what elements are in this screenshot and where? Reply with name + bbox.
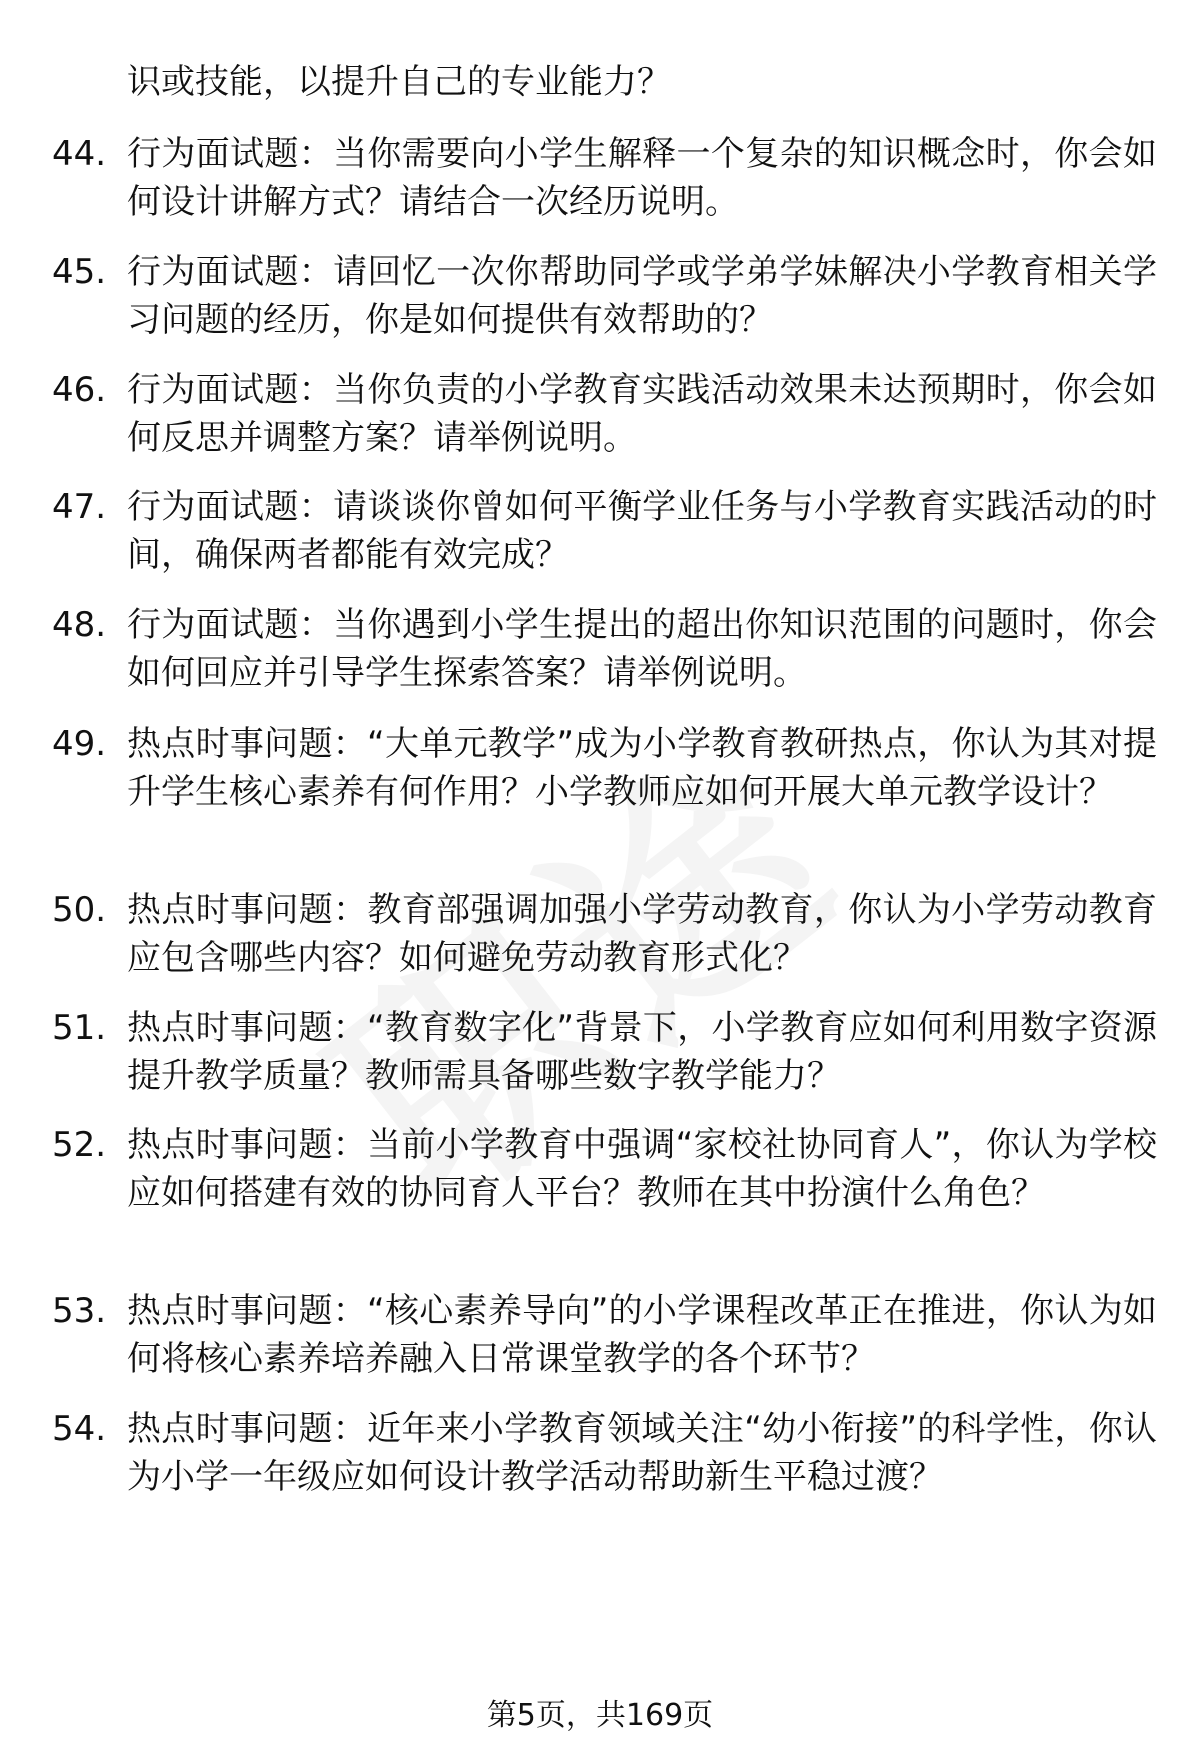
question-text: 热点时事问题：教育部强调加强小学劳动教育，你认为小学劳动教育应包含哪些内容？如何避免劳动教育形式化？ — [127, 890, 1157, 978]
question-text: 行为面试题：当你负责的小学教育实践活动效果未达预期时，你会如何反思并调整方案？请举例说明。 — [127, 370, 1157, 458]
question-number: 46. — [52, 370, 107, 410]
question-number: 53. — [52, 1291, 107, 1331]
question-number: 52. — [52, 1125, 107, 1165]
question-text: 行为面试题：请谈谈你曾如何平衡学业任务与小学教育实践活动的时间，确保两者都能有效完成？ — [127, 487, 1157, 575]
question-number: 44. — [52, 134, 107, 174]
question-number: 48. — [52, 605, 107, 645]
continuation-text: 识或技能，以提升自己的专业能力？ — [127, 62, 671, 102]
question-text: 行为面试题：当你遇到小学生提出的超出你知识范围的问题时，你会如何回应并引导学生探索答案？请举例说明。 — [127, 605, 1157, 693]
question-number: 49. — [52, 724, 107, 764]
question-number: 51. — [52, 1008, 107, 1048]
question-number: 45. — [52, 252, 107, 292]
page-footer: 第5页，共169页 — [486, 1698, 714, 1733]
question-text: 行为面试题：请回忆一次你帮助同学或学弟学妹解决小学教育相关学习问题的经历，你是如何提供有效帮助的？ — [127, 252, 1157, 340]
question-text: 热点时事问题：“大单元教学”成为小学教育教研热点，你认为其对提升学生核心素养有何作用？小学教师应如何开展大单元教学设计？ — [127, 724, 1157, 812]
question-text: 行为面试题：当你需要向小学生解释一个复杂的知识概念时，你会如何设计讲解方式？请结合一次经历说明。 — [127, 134, 1157, 222]
question-text: 热点时事问题：“教育数字化”背景下，小学教育应如何利用数字资源提升教学质量？教师需具备哪些数字教学能力？ — [127, 1008, 1157, 1096]
question-number: 50. — [52, 890, 107, 930]
question-number: 54. — [52, 1409, 107, 1449]
question-text: 热点时事问题：“核心素养导向”的小学课程改革正在推进，你认为如何将核心素养培养融入日常课堂教学的各个环节？ — [127, 1291, 1157, 1379]
watermark — [255, 479, 1086, 1220]
question-text: 热点时事问题：当前小学教育中强调“家校社协同育人”，你认为学校应如何搭建有效的协同育人平台？教师在其中扮演什么角色？ — [127, 1125, 1157, 1213]
question-text: 热点时事问题：近年来小学教育领域关注“幼小衔接”的科学性，你认为小学一年级应如何设计教学活动帮助新生平稳过渡？ — [127, 1409, 1157, 1497]
question-number: 47. — [52, 487, 107, 527]
